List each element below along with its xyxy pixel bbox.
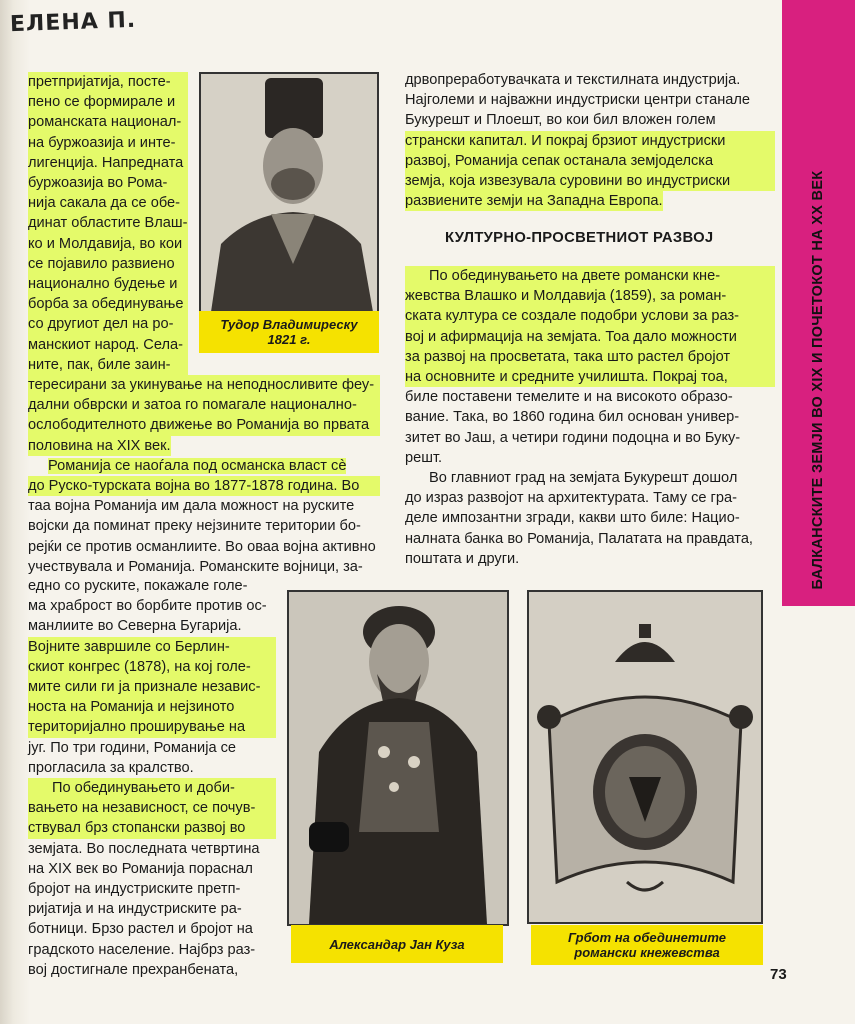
text-line: бројот на индустриските претп-: [28, 881, 241, 898]
text-line: војски да поминат преку нејзините територии бо-: [28, 518, 361, 535]
coat-of-arms-image: [527, 590, 763, 924]
text-line: до Руско-турската војна во 1877-1878 година. Во: [28, 476, 380, 496]
text-line: таа војна Романија им дала можност на руските: [28, 498, 355, 515]
section-heading: КУЛТУРНО-ПРОСВЕТНИОТ РАЗВОЈ: [445, 230, 714, 246]
text-line: жевства Влашко и Молдавија (1859), за роман-: [405, 286, 775, 306]
left-column-wide: [28, 375, 380, 577]
text-line: земјата. Во последната четвртина: [28, 840, 260, 857]
text-line: [28, 456, 380, 476]
text-line: југ. По три години, Романија се: [28, 739, 237, 756]
text-line: на буржоазија и инте-: [28, 133, 188, 153]
text-line: учествувала и Романија. Романските војници, за-: [28, 558, 363, 575]
text-line: ријатија и на индустриските ра-: [28, 901, 242, 918]
cuza-portrait: [287, 590, 509, 926]
text-line: на XIX век во Романија пораснал: [28, 860, 253, 877]
text-line: ма храброст во борбите против ос-: [28, 598, 267, 615]
text-line: борба за обединување: [28, 294, 188, 314]
text-line: со другиот дел на ро-: [28, 314, 188, 334]
text-line: до израз развојот на архитектурата. Таму се гра-: [405, 490, 737, 507]
left-column-top: [28, 72, 188, 375]
text-line: прогласила за кралство.: [28, 759, 194, 776]
caption-line: Грбот на обединетите: [567, 930, 726, 945]
text-line: вание. Така, во 1860 година бил основан универ-: [405, 409, 740, 426]
text-line: зитет во Јаш, а четири години подоцна и во Буку-: [405, 429, 741, 446]
text-line: рејќи се против османлиите. Во оваа војна активно: [28, 538, 376, 555]
caption-line: Тудор Владимиреску: [220, 317, 358, 332]
text-line: деле импозантни згради, какви што биле: Нацио-: [405, 510, 740, 527]
text-line: вој достигнале прехранбената,: [28, 961, 239, 978]
text-line: за развој на просветата, така што растел бројот: [405, 347, 775, 367]
text-fragment: Романија се наоѓала под османска власт сè: [48, 457, 347, 474]
text-line: налната банка во Романија, Палатата на правдата,: [405, 530, 753, 547]
text-line: национално будење и: [28, 274, 188, 294]
text-line: мите сили ги ја признале независ-: [28, 677, 276, 697]
coat-of-arms-caption: [531, 925, 763, 965]
text-line: градското население. Најбрз раз-: [28, 941, 256, 958]
text-line: нија сакала да се обе-: [28, 193, 188, 213]
right-column-bottom: [405, 266, 775, 569]
cuza-caption: [291, 925, 503, 963]
text-line: носта на Романија и нејзиното: [28, 697, 276, 717]
text-line: земја, која извезувала суровини во индустриски: [405, 171, 775, 191]
text-line: странски капитал. И покрај брзиот индустриски: [405, 131, 775, 151]
text-line: едно со руските, покажале голе-: [28, 578, 248, 594]
text-line: ко и Молдавија, во кои: [28, 234, 188, 254]
text-line: на основните и средните училишта. Покрај тоа,: [405, 367, 775, 387]
text-line: вој и афирмација на земјата. Тоа дало можности: [405, 327, 775, 347]
text-line: дални обврски и затоа го помагале национално-: [28, 395, 380, 415]
text-line: ската култура се создале подобри услови за раз-: [405, 306, 775, 326]
caption-line: романски кнежевства: [574, 945, 720, 960]
text-line: Во главниот град на земјата Букурешт дошол: [429, 470, 738, 487]
tudor-caption: [199, 311, 379, 353]
text-line: решт.: [405, 449, 443, 466]
text-line: пено се формирале и: [28, 92, 188, 112]
text-line: Војните завршиле со Берлин-: [28, 637, 276, 657]
coat-of-arms-drawing: [529, 592, 761, 922]
caption-line: Александар Јан Куза: [329, 936, 465, 952]
page-number: 73: [770, 966, 787, 983]
text-line: манлиите во Северна Бугарија.: [28, 618, 242, 635]
text-line: лигенција. Напредната: [28, 153, 188, 173]
left-column-bottom: [28, 576, 276, 980]
right-column-top: [405, 70, 775, 211]
text-line: биле поставени темелите и на високото образо-: [405, 389, 733, 406]
caption-line: 1821 г.: [267, 332, 311, 347]
text-line: развиените земји на Западна Европа.: [405, 191, 663, 211]
text-line: ните, пак, биле заин-: [28, 355, 188, 375]
handwritten-name: ЕЛЕНА П.: [9, 7, 137, 38]
text-line: вањето на независност, се почув-: [28, 798, 276, 818]
text-line: романската национал-: [28, 112, 188, 132]
text-line: скиот конгрес (1878), на кој голе-: [28, 657, 276, 677]
text-line: претпријатија, посте-: [28, 72, 188, 92]
text-line: ослободителното движење во Романија во првата: [28, 415, 380, 435]
portrait-drawing: [289, 592, 507, 924]
text-line: динат областите Влаш-: [28, 213, 188, 233]
text-line: половина на XIX век.: [28, 436, 171, 456]
text-line: територијално проширување на: [28, 717, 276, 737]
text-line: По обединувањето и доби-: [28, 778, 276, 798]
text-line: По обединувањето на двете романски кне-: [405, 266, 775, 286]
text-line: ботници. Брзо растел и бројот на: [28, 921, 253, 938]
text-line: развој, Романија сепак останала земјоделска: [405, 151, 775, 171]
text-line: тересирани за укинување на неподносливите феу-: [28, 375, 380, 395]
text-line: поштата и други.: [405, 550, 520, 567]
portrait-drawing: [201, 74, 377, 312]
text-line: Најголеми и најважни индустриски центри станале: [405, 92, 751, 109]
text-line: ствувал брз стопански развој во: [28, 818, 276, 838]
text-line: буржоазија во Рома-: [28, 173, 188, 193]
text-line: се појавило развиено: [28, 254, 188, 274]
tudor-vladimirescu-portrait: [199, 72, 379, 314]
chapter-title: БАЛКАНСКИТЕ ЗЕМЈИ ВО XIX И ПОЧЕТОКОТ НА XX ВЕК: [810, 170, 826, 590]
text-line: дрвопреработувачката и текстилната индустрија.: [405, 72, 741, 88]
text-line: Букурешт и Плоешт, во кои бил вложен голем: [405, 112, 716, 129]
text-line: манскиот народ. Села-: [28, 335, 188, 355]
